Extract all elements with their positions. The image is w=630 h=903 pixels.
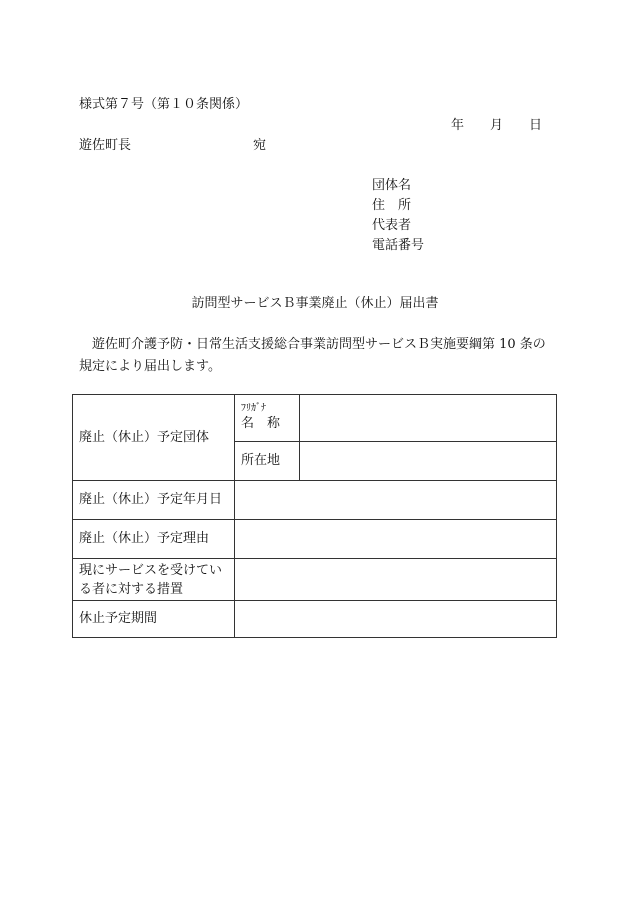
period-field[interactable] xyxy=(235,601,557,638)
table-row-reason xyxy=(73,520,557,559)
measures-label-cell xyxy=(73,559,235,601)
phone-label: 電話番号 xyxy=(372,238,425,253)
date-label: 廃止（休止）予定年月日 xyxy=(79,492,223,508)
applicant-block xyxy=(372,177,424,257)
reason-label: 廃止（休止）予定理由 xyxy=(79,531,210,547)
year-label: 年 xyxy=(451,118,465,133)
org-name-label: 団体名 xyxy=(372,178,412,193)
table-row-measures xyxy=(73,559,557,601)
table-row-name xyxy=(73,395,557,442)
table-row-date xyxy=(73,481,557,520)
date-field[interactable] xyxy=(235,481,557,520)
furigana-label: ﾌﾘｶﾞﾅ xyxy=(241,403,266,415)
form-number: 様式第７号（第１０条関係） xyxy=(79,97,249,112)
reason-label-cell xyxy=(73,520,235,559)
address-label: 住 所 xyxy=(372,198,412,213)
location-label: 所在地 xyxy=(241,453,281,469)
org-label: 廃止（休止）予定団体 xyxy=(79,429,210,445)
addressee: 遊佐町長 xyxy=(79,138,132,153)
measures-field[interactable] xyxy=(235,559,557,601)
name-label-cell xyxy=(235,395,300,442)
name-field[interactable] xyxy=(300,395,557,442)
month-label: 月 xyxy=(490,118,504,133)
body-text: 遊佐町介護予防・日常生活支援総合事業訪問型サービスＢ実施要綱第 10 条の規定により届出します。 xyxy=(79,337,546,374)
period-label-cell xyxy=(73,601,235,638)
org-label-cell xyxy=(73,395,235,481)
location-label-cell xyxy=(235,442,300,481)
date-line xyxy=(451,117,542,135)
day-label: 日 xyxy=(529,118,543,133)
location-field[interactable] xyxy=(300,442,557,481)
reason-field[interactable] xyxy=(235,520,557,559)
honorific: 宛 xyxy=(253,138,267,153)
representative-label: 代表者 xyxy=(372,218,412,233)
measures-label: 現にサービスを受けている者に対する措置 xyxy=(79,562,223,597)
document-title: 訪問型サービスＢ事業廃止（休止）届出書 xyxy=(191,296,439,311)
name-label: 名 称 xyxy=(241,416,281,432)
form-table xyxy=(72,394,557,638)
date-label-cell xyxy=(73,481,235,520)
addressee-line xyxy=(79,137,266,155)
period-label: 休止予定期間 xyxy=(79,611,158,627)
table-row-period xyxy=(73,601,557,638)
